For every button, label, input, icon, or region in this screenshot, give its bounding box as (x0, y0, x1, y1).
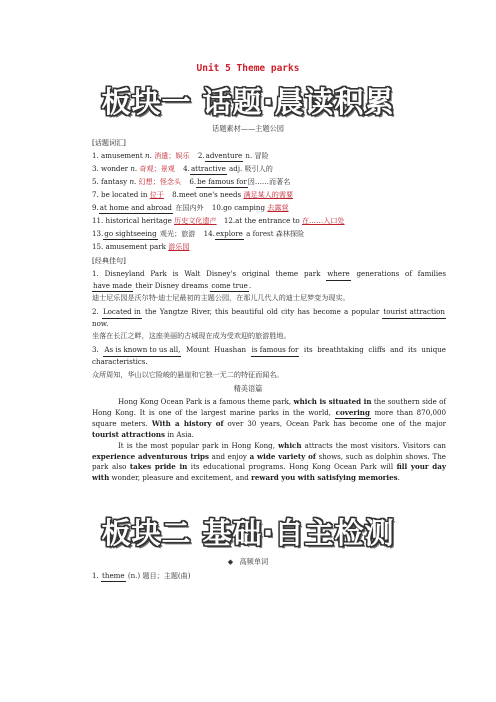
vocab-row-2: 3. wonder n. 奇观；景观 4.attractive adj. 吸引人的 (92, 164, 273, 173)
vocab-row-3: 5. fantasy n. 幻想；怪念头 6.be famous for因……而著名 (92, 177, 291, 186)
sentence-1-zh: 迪士尼乐园是沃尔特·迪士尼最初的主题公园，在那儿几代人的迪士尼梦变为现实。 (92, 293, 350, 302)
vocab-row-6: 11. historical heritage 历史文化遗产 12.at the entrance to 在……入口处 (92, 216, 345, 225)
sentence-3: 3. As is known to us all, Mount Huashan is famous for its breathtaking cliffs and its unique characteristics. (92, 345, 447, 366)
passage-paragraph-2: It is the most popular park in Hong Kong, which attracts the most visitors. Visitors can experience adventurous trips and enjoy a wide variety of shows, such as dolphin shows. The park also takes pride in its educational programs. Hong Kong Ocean Park will fill your day with wonder, pleasure and excitement, and reward you with satisfying memories. (92, 441, 446, 482)
passage-title: 精美语篇 (233, 384, 263, 393)
section1-banner: 板块一 话题·晨读积累 (101, 85, 395, 119)
section2-banner: 板块二 基础·自主检测 (101, 516, 395, 550)
vocab-row-5: 9.at home and abroad 在国内外 10.go camping 去露营 (92, 203, 289, 212)
diamond-icon: ◆ (227, 558, 234, 566)
sentence-1: 1. Disneyland Park is Walt Disney's original theme park where generations of families have made their Disney dreams come true. (92, 269, 446, 292)
vocab-header: [话题词汇] (92, 138, 126, 147)
topic-source: 话题素材——主题公园 (212, 124, 284, 133)
sentence-2: 2. Located in the Yangtze River, this beautiful old city has become a popular tourist attraction now. (92, 307, 445, 328)
high-frequency-heading: ◆ 高频单词 (227, 557, 269, 566)
vocab-theme-line: 1. theme (n.) 题目；主题(曲) (92, 571, 191, 580)
unit-title: Unit 5 Theme parks (196, 63, 300, 74)
vocab-row-8: 15. amusement park 游乐园 (92, 242, 190, 251)
sentence-3-zh: 众所周知，华山以它险峻的悬崖和它独一无二的特征而闻名。 (92, 370, 284, 379)
vocab-row-1: 1. amusement n. 消遣；娱乐 2.adventure n. 冒险 (92, 151, 269, 160)
passage-paragraph-1: Hong Kong Ocean Park is a famous theme park, which is situated in the southern side of Hong Kong. It is one of the largest marine parks in the world, covering more than 870,000 square meters. With a history of over 30 years, Ocean Park has become one of the major tourist attractions in Asia. (92, 397, 446, 439)
classic-header: [经典佳句] (92, 256, 126, 265)
vocab-row-4: 7. be located in 位于 8.meet one's needs 满足某人的需要 (92, 190, 294, 199)
sentence-2-zh: 坐落在长江之畔，这座美丽的古城现在成为受欢迎的旅游胜地。 (92, 331, 291, 340)
vocab-row-7: 13.go sightseeing 观光；旅游 14.explore a forest 森林探险 (92, 229, 305, 238)
